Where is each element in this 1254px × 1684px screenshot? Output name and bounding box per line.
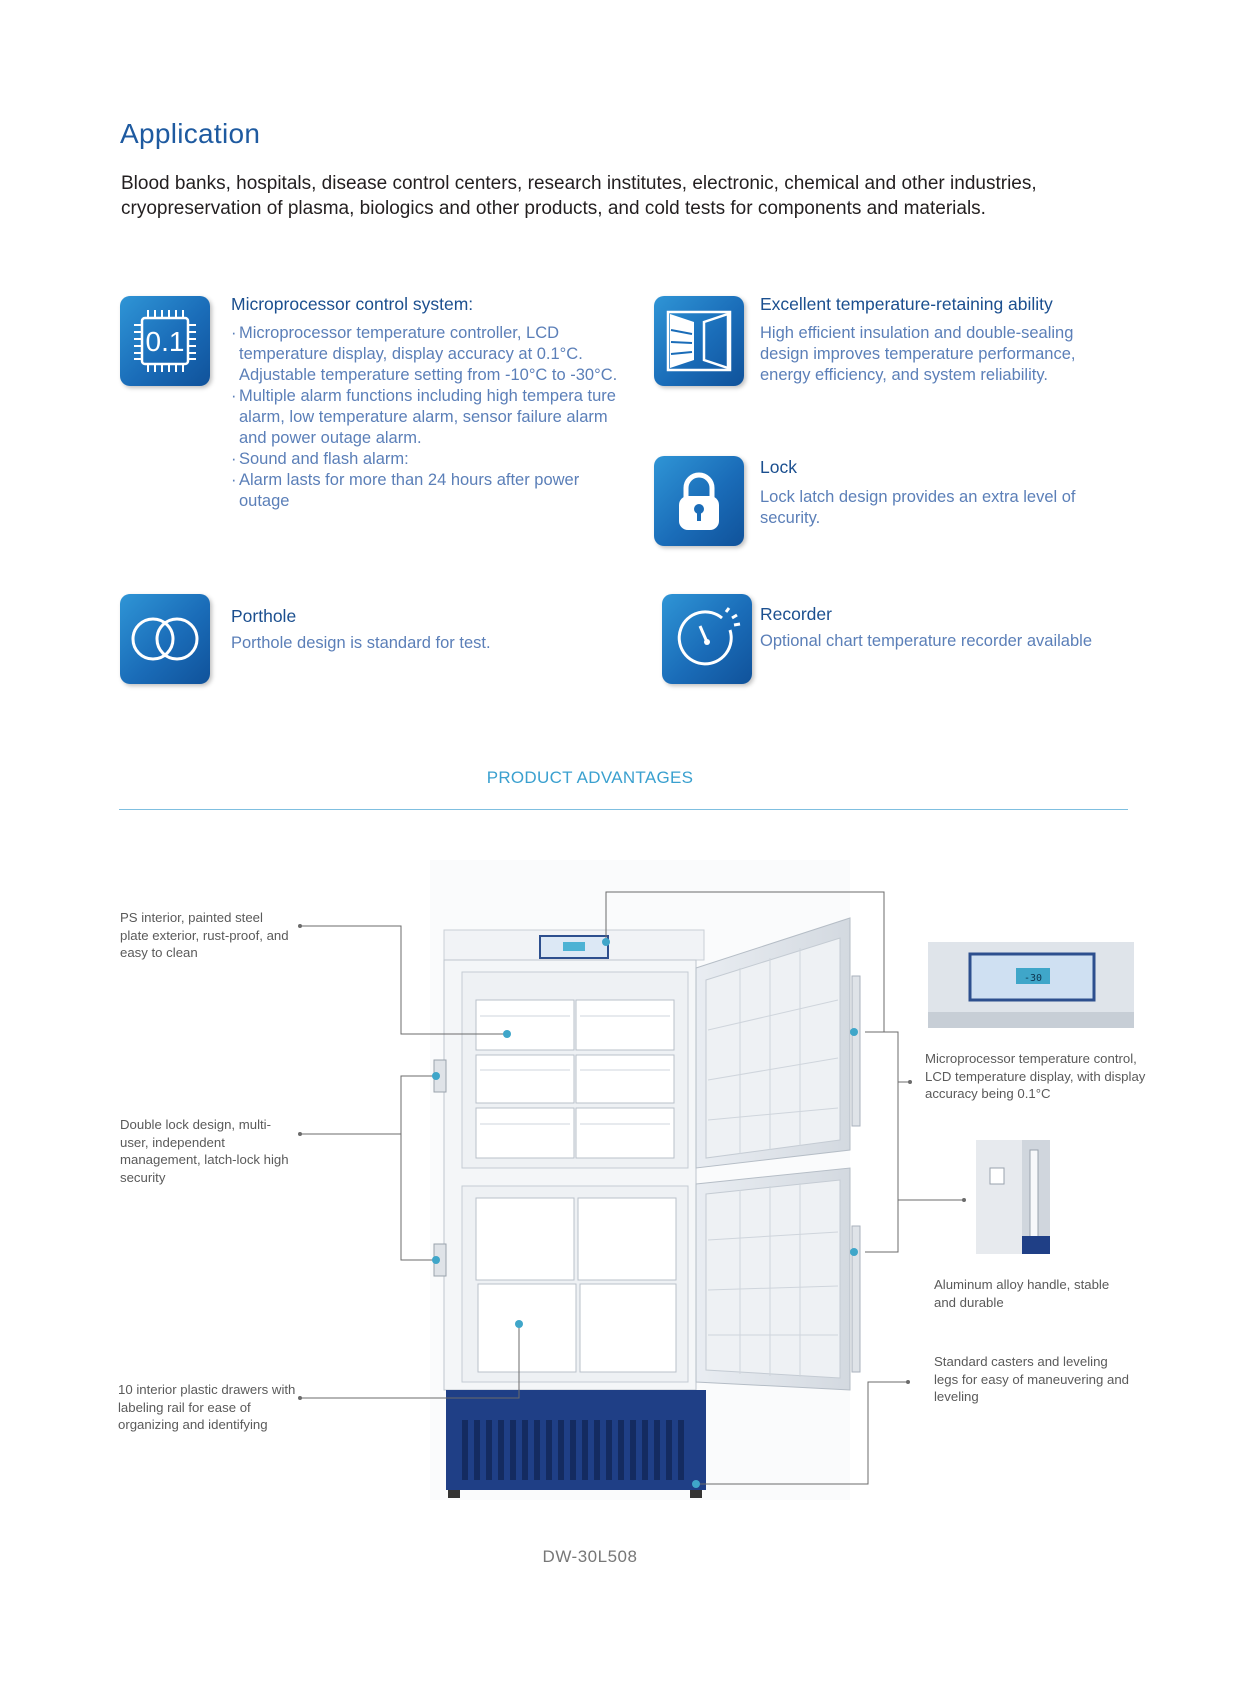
microprocessor-bullet: · Multiple alarm functions including high tempera ture alarm, low temperature alarm, sensor failure alarm and power outage alarm. [231,386,631,449]
callout-double-lock: Double lock design, multi-user, independent management, latch-lock high security [120,1117,289,1185]
model-number: DW-30L508 [542,1547,638,1566]
callout-casters: Standard casters and leveling legs for easy of maneuvering and leveling [934,1354,1129,1405]
product-advantages-title: PRODUCT ADVANTAGES [486,768,694,787]
porthole-title: Porthole [231,606,297,626]
callout-microprocessor: Microprocessor temperature control, LCD temperature display, with display accuracy being 0.1°C [925,1051,1146,1102]
microprocessor-bullet: · Sound and flash alarm: [231,449,631,470]
application-description: Blood banks, hospitals, disease control centers, research institutes, electronic, chemical and other industries, cryopreservation of plasma, biologics and other products, and cold tests for components and materials. [121,173,1037,219]
callout-handle: Aluminum alloy handle, stable and durable [934,1277,1110,1310]
insulation-description: High efficient insulation and double-sealing design improves temperature performance, energy efficiency, and system reliability. [760,324,1076,384]
porthole-description: Porthole design is standard for test. [231,634,491,652]
lock-description: Lock latch design provides an extra level of security. [760,488,1076,527]
microprocessor-bullet: · Microprocessor temperature controller, LCD temperature display, display accuracy at 0.1°C. Adjustable temperature setting from -10°C to -30°C. [231,323,631,386]
application-title: Application [120,118,261,149]
microprocessor-bullet: · Alarm lasts for more than 24 hours after power outage [231,470,631,512]
insulation-title: Excellent temperature-retaining ability [760,294,1053,314]
inset-display-readout: -30 [1023,973,1043,984]
lock-title: Lock [760,457,797,477]
microprocessor-title: Microprocessor control system: [231,294,474,314]
recorder-title: Recorder [760,604,832,624]
callout-drawers: 10 interior plastic drawers with labeling rail for ease of organizing and identifying [118,1382,296,1433]
callout-ps-interior: PS interior, painted steel plate exterior, rust-proof, and easy to clean [120,910,289,961]
microchip-icon-label: 0.1 [145,326,185,357]
recorder-description: Optional chart temperature recorder available [760,632,1093,650]
